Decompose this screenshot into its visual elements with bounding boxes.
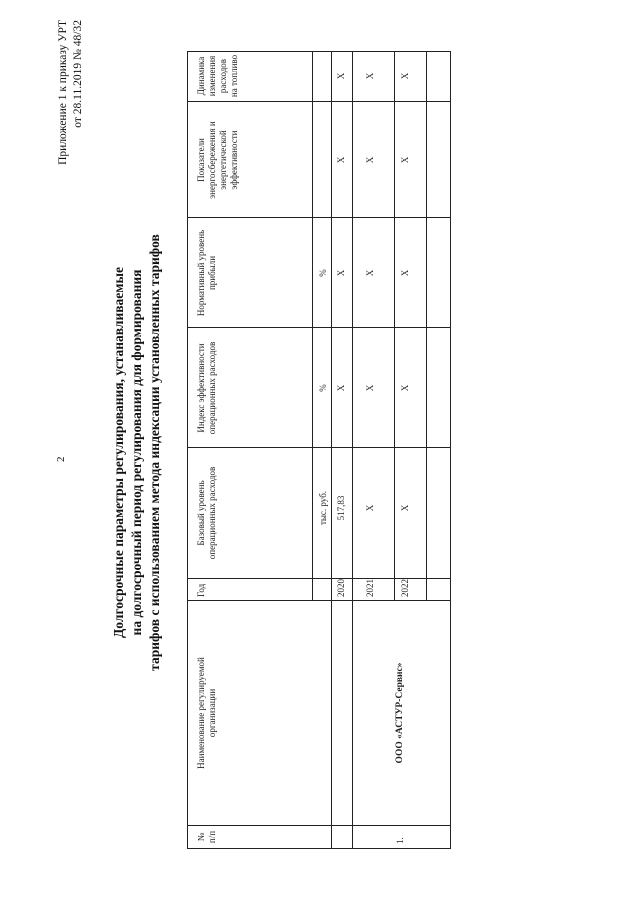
page-number: 2 bbox=[55, 456, 67, 462]
index-2021: X bbox=[365, 384, 375, 392]
row-num: 1. bbox=[395, 837, 405, 844]
header-index: Индекс эффективности операционных расходов bbox=[196, 341, 217, 435]
appendix-line-1: Приложение 1 к приказу УРТ bbox=[57, 20, 69, 165]
header-energy: Показатели энергосбережения и энергетической эффективности bbox=[196, 121, 239, 199]
title-line-1: Долгосрочные параметры регулирования, устанавливаемые bbox=[111, 267, 126, 638]
table-col-line bbox=[188, 101, 450, 102]
document-title bbox=[110, 0, 164, 905]
unit-base: тыс. руб. bbox=[318, 490, 328, 526]
unit-index: % bbox=[318, 384, 328, 392]
table-row-line bbox=[394, 52, 395, 601]
energy-2021: X bbox=[365, 156, 375, 164]
table-row-line bbox=[352, 52, 353, 848]
header-base: Базовый уровень операционных расходов bbox=[196, 466, 217, 560]
index-2022: X bbox=[400, 384, 410, 392]
appendix-line-2: от 28.11.2019 № 48/32 bbox=[72, 20, 84, 128]
table-col-line bbox=[188, 600, 450, 601]
header-fuel: Динамика изменения расходов на топливо bbox=[196, 54, 239, 98]
row-org-name: ООО «АСТУР-Сервис» bbox=[395, 662, 405, 764]
table-col-line bbox=[188, 327, 450, 328]
base-2020: 517,83 bbox=[336, 495, 346, 521]
parameters-table bbox=[187, 51, 451, 849]
year-2022: 2022 bbox=[400, 579, 410, 597]
year-2020: 2020 bbox=[336, 579, 346, 597]
header-profit: Нормативный уровень прибыли bbox=[196, 229, 217, 317]
header-org: Наименование регулируемой организации bbox=[196, 657, 217, 769]
energy-2020: X bbox=[336, 156, 346, 164]
header-num: № п/п bbox=[196, 830, 217, 844]
title-line-3: тарифов с использованием метода индексации установленных тарифов bbox=[147, 234, 162, 671]
fuel-2021: X bbox=[365, 72, 375, 80]
header-year: Год bbox=[196, 583, 206, 597]
table-row-line bbox=[426, 52, 427, 601]
fuel-2020: X bbox=[336, 72, 346, 80]
index-2020: X bbox=[336, 384, 346, 392]
base-2021: X bbox=[365, 504, 375, 512]
profit-2022: X bbox=[400, 269, 410, 277]
appendix-note bbox=[56, 20, 86, 240]
energy-2022: X bbox=[400, 156, 410, 164]
unit-profit: % bbox=[318, 269, 328, 277]
table-row-line bbox=[331, 52, 332, 848]
base-2022: X bbox=[400, 504, 410, 512]
profit-2021: X bbox=[365, 269, 375, 277]
title-line-2: на долгосрочный период регулирования для формирования bbox=[129, 269, 144, 636]
table-col-line bbox=[188, 825, 450, 826]
profit-2020: X bbox=[336, 269, 346, 277]
table-row-line bbox=[312, 52, 313, 601]
table-col-line bbox=[188, 447, 450, 448]
table-col-line bbox=[188, 217, 450, 218]
year-2021: 2021 bbox=[365, 579, 375, 597]
fuel-2022: X bbox=[400, 72, 410, 80]
